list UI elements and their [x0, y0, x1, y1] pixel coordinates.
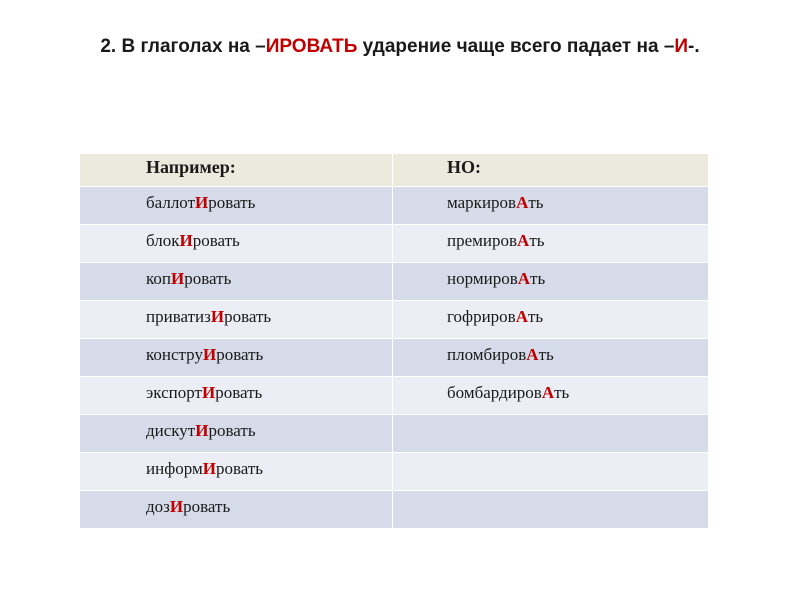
example-verb: информИровать [146, 458, 264, 478]
heading-suffix-highlight: ИРОВАТЬ [265, 36, 358, 57]
stressed-letter: А [541, 382, 555, 402]
example-verb: дозИровать [146, 496, 231, 516]
table-row [80, 225, 709, 263]
empty-cell [393, 491, 709, 529]
stressed-letter: А [516, 192, 529, 212]
table-row [80, 491, 709, 529]
stressed-letter: И [202, 344, 217, 364]
example-verb-cell [80, 453, 393, 491]
verb-stress-table [79, 153, 709, 529]
heading-prefix: 2. В глаголах на – [100, 36, 266, 57]
table-row [80, 263, 709, 301]
example-verb-cell [80, 491, 393, 529]
table-row [80, 339, 709, 377]
stressed-letter: А [526, 344, 539, 364]
exception-verb: маркировАть [447, 192, 544, 212]
stressed-letter: И [179, 230, 193, 250]
example-verb-cell [80, 187, 393, 225]
heading-end: -. [688, 36, 700, 57]
exception-verb-cell [393, 263, 709, 301]
example-verb: дискутИровать [146, 420, 256, 440]
table-row [80, 301, 709, 339]
example-verb: экспортИровать [146, 382, 263, 402]
stressed-letter: А [517, 230, 530, 250]
header-examples: Например: [80, 154, 393, 187]
stressed-letter: А [515, 306, 528, 326]
stressed-letter: И [201, 382, 216, 402]
exception-verb: нормировАть [447, 268, 546, 288]
stressed-letter: И [171, 268, 185, 288]
stressed-letter: А [517, 268, 531, 288]
exception-verb-cell [393, 377, 709, 415]
example-verb-cell [80, 377, 393, 415]
stressed-letter: И [195, 192, 209, 212]
stressed-letter: И [195, 420, 209, 440]
slide-heading [0, 36, 800, 58]
example-verb-cell [80, 225, 393, 263]
example-verb-cell [80, 415, 393, 453]
exception-verb: гофрировАть [447, 306, 544, 326]
table-row [80, 187, 709, 225]
table-row [80, 415, 709, 453]
exception-verb: премировАть [447, 230, 545, 250]
exception-verb: пломбировАть [447, 344, 554, 364]
example-verb: блокИровать [146, 230, 240, 250]
example-verb: конструИровать [146, 344, 264, 364]
exception-verb-cell [393, 301, 709, 339]
table-row [80, 453, 709, 491]
empty-cell [393, 415, 709, 453]
example-verb: баллотИровать [146, 192, 256, 212]
example-verb-cell [80, 263, 393, 301]
example-verb: копИровать [146, 268, 232, 288]
empty-cell [393, 453, 709, 491]
table-row [80, 377, 709, 415]
exception-verb: бомбардировАть [447, 382, 570, 402]
stressed-letter: И [210, 306, 225, 326]
header-exceptions: НО: [393, 154, 709, 187]
heading-middle: ударение чаще всего падает на – [357, 36, 675, 57]
stressed-letter: И [169, 496, 184, 516]
table-header-row [80, 154, 709, 187]
exception-verb-cell [393, 339, 709, 377]
exception-verb-cell [393, 187, 709, 225]
example-verb-cell [80, 339, 393, 377]
example-verb: приватизИровать [146, 306, 272, 326]
example-verb-cell [80, 301, 393, 339]
heading-stress-highlight: И [674, 36, 689, 57]
stressed-letter: И [202, 458, 216, 478]
exception-verb-cell [393, 225, 709, 263]
